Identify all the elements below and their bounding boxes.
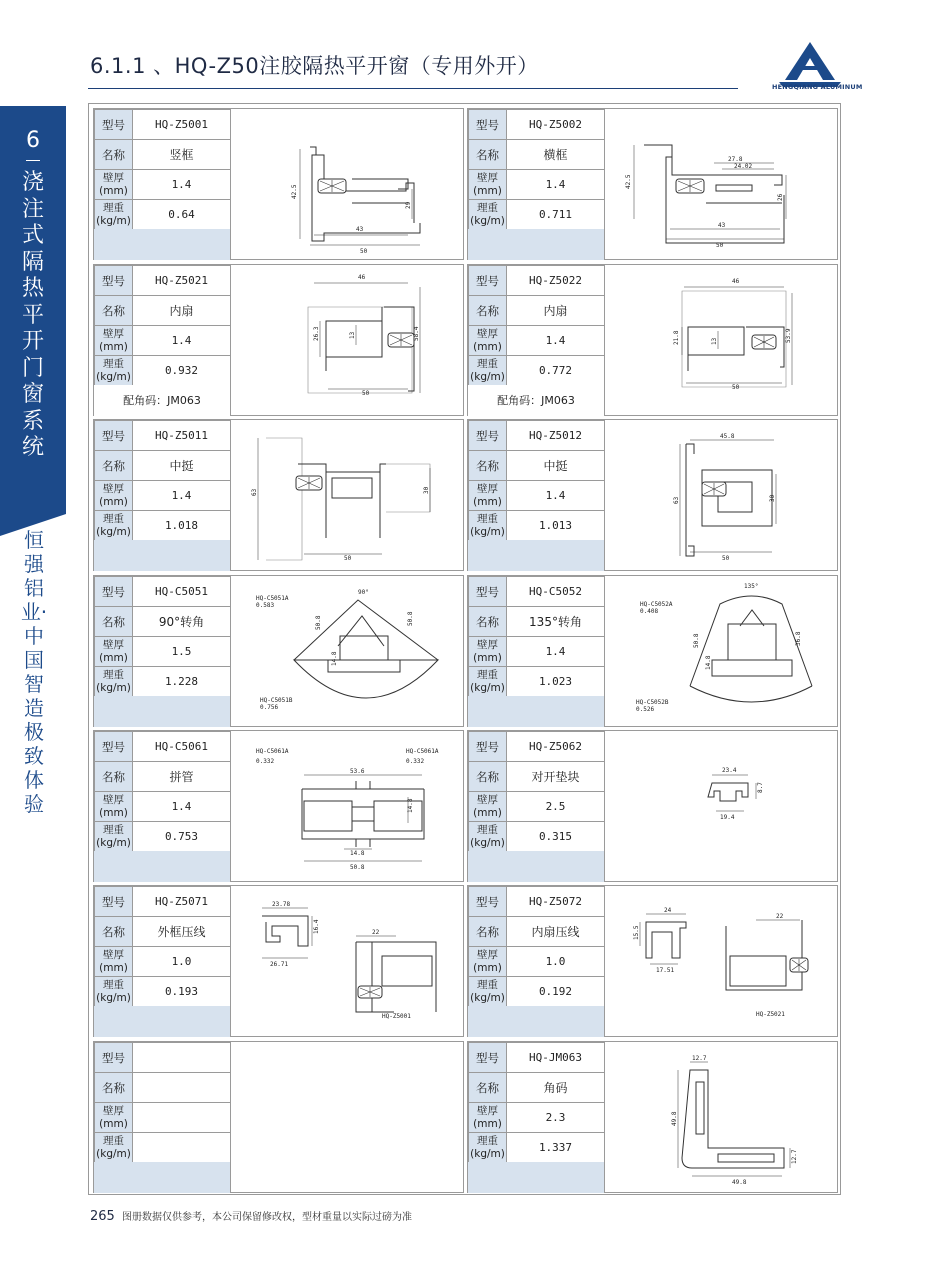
name-value: 角码 bbox=[507, 1073, 605, 1103]
sub-profile-tag: 0.332 bbox=[406, 758, 425, 765]
dimension-label: 63 bbox=[251, 488, 258, 496]
thickness-value: 1.5 bbox=[133, 637, 231, 667]
spec-table bbox=[468, 420, 605, 541]
thickness-value: 1.4 bbox=[133, 170, 231, 200]
chapter-number: 6 bbox=[26, 128, 40, 153]
dimension-label: 27.8 bbox=[728, 156, 743, 163]
model-label: 型号 bbox=[469, 421, 507, 451]
weight-value: 0.932 bbox=[133, 356, 231, 386]
dimension-label: 12.7 bbox=[791, 1149, 798, 1164]
thickness-label: 壁厚(mm) bbox=[469, 326, 507, 356]
dimension-label: 19.4 bbox=[720, 814, 735, 821]
sub-profile-tag: HQ-Z5001 bbox=[382, 1013, 411, 1020]
dimension-label: 36.8 bbox=[795, 631, 802, 646]
weight-label: 理重(kg/m) bbox=[95, 511, 133, 541]
thickness-value: 1.4 bbox=[507, 326, 605, 356]
spec-table bbox=[94, 1042, 231, 1163]
dimension-label: 49.8 bbox=[671, 1111, 678, 1126]
dimension-label: 13 bbox=[711, 337, 718, 345]
weight-value: 1.013 bbox=[507, 511, 605, 541]
thickness-label: 壁厚(mm) bbox=[95, 481, 133, 511]
profile-drawing bbox=[606, 886, 837, 1036]
dimension-label: 58.4 bbox=[413, 326, 420, 341]
weight-label: 理重(kg/m) bbox=[95, 1133, 133, 1163]
profile-card bbox=[467, 419, 838, 571]
model-label: 型号 bbox=[95, 887, 133, 917]
name-label: 名称 bbox=[469, 296, 507, 326]
dimension-label: 50.8 bbox=[350, 864, 365, 871]
name-label: 名称 bbox=[469, 1073, 507, 1103]
name-value: 内扇 bbox=[133, 296, 231, 326]
dimension-label: 46 bbox=[732, 278, 740, 285]
dimension-label: 13 bbox=[349, 331, 356, 339]
accessory-note: 配角码：JM063 bbox=[468, 385, 605, 416]
spec-table bbox=[94, 886, 231, 1007]
weight-label: 理重(kg/m) bbox=[469, 200, 507, 230]
model-label: 型号 bbox=[95, 110, 133, 140]
profile-card bbox=[93, 730, 464, 882]
profile-drawing bbox=[606, 1042, 837, 1192]
weight-value: 1.337 bbox=[507, 1133, 605, 1163]
weight-label: 理重(kg/m) bbox=[469, 356, 507, 386]
accessory-note bbox=[94, 229, 231, 260]
thickness-value: 1.4 bbox=[507, 170, 605, 200]
name-value: 内扇 bbox=[507, 296, 605, 326]
dimension-label: 22 bbox=[776, 913, 784, 920]
dimension-label: 46 bbox=[358, 274, 366, 281]
sub-profile-tag: HQ-C5061A bbox=[406, 748, 439, 755]
weight-value: 0.772 bbox=[507, 356, 605, 386]
profile-card bbox=[93, 1041, 464, 1193]
name-value: 横框 bbox=[507, 140, 605, 170]
thickness-label: 壁厚(mm) bbox=[469, 1103, 507, 1133]
accessory-note: 配角码：JM063 bbox=[94, 385, 231, 416]
name-label: 名称 bbox=[95, 296, 133, 326]
dimension-label: 42.5 bbox=[291, 184, 298, 199]
spec-table bbox=[94, 420, 231, 541]
weight-label: 理重(kg/m) bbox=[469, 511, 507, 541]
profile-drawing bbox=[232, 109, 463, 259]
weight-value: 0.753 bbox=[133, 822, 231, 852]
dimension-label: 53.6 bbox=[350, 768, 365, 775]
name-label: 名称 bbox=[95, 607, 133, 637]
dimension-label: 50.8 bbox=[693, 633, 700, 648]
name-value: 中挺 bbox=[507, 451, 605, 481]
accessory-note bbox=[94, 540, 231, 571]
profile-drawing bbox=[606, 731, 837, 881]
page-number: 265 bbox=[90, 1209, 115, 1224]
dimension-label: 45.8 bbox=[720, 433, 735, 440]
model-value: HQ-Z5072 bbox=[507, 887, 605, 917]
name-value: 中挺 bbox=[133, 451, 231, 481]
dimension-label: 8.7 bbox=[757, 782, 764, 793]
thickness-value: 1.4 bbox=[133, 326, 231, 356]
name-value bbox=[133, 1073, 231, 1103]
profile-card bbox=[467, 264, 838, 416]
dimension-label: 24 bbox=[664, 907, 672, 914]
accessory-note bbox=[94, 1006, 231, 1037]
sub-profile-tag: HQ-C5052B bbox=[636, 699, 669, 706]
weight-label: 理重(kg/m) bbox=[469, 1133, 507, 1163]
accessory-note bbox=[94, 1162, 231, 1193]
profile-card bbox=[93, 108, 464, 260]
sub-profile-tag: HQ-C5051B bbox=[260, 697, 293, 704]
dimension-label: 15.5 bbox=[633, 925, 640, 940]
profile-drawing bbox=[232, 576, 463, 726]
spec-table bbox=[94, 731, 231, 852]
thickness-value: 1.4 bbox=[507, 481, 605, 511]
model-label: 型号 bbox=[95, 732, 133, 762]
dimension-label: 30 bbox=[423, 486, 430, 494]
name-label: 名称 bbox=[95, 917, 133, 947]
dimension-label: 50.8 bbox=[315, 615, 322, 630]
model-value: HQ-Z5001 bbox=[133, 110, 231, 140]
thickness-value: 1.0 bbox=[133, 947, 231, 977]
name-label: 名称 bbox=[469, 607, 507, 637]
weight-label: 理重(kg/m) bbox=[95, 822, 133, 852]
thickness-value: 2.5 bbox=[507, 792, 605, 822]
model-value: HQ-Z5002 bbox=[507, 110, 605, 140]
spec-table bbox=[468, 1042, 605, 1163]
accessory-note bbox=[468, 696, 605, 727]
weight-value: 0.315 bbox=[507, 822, 605, 852]
profile-drawing bbox=[232, 1042, 463, 1192]
thickness-label: 壁厚(mm) bbox=[95, 326, 133, 356]
model-value: HQ-Z5071 bbox=[133, 887, 231, 917]
profile-card bbox=[467, 575, 838, 727]
spec-table bbox=[468, 886, 605, 1007]
model-value: HQ-C5061 bbox=[133, 732, 231, 762]
thickness-value bbox=[133, 1103, 231, 1133]
name-label: 名称 bbox=[469, 762, 507, 792]
dimension-label: 29 bbox=[405, 201, 412, 209]
chapter-number-rule bbox=[26, 160, 40, 161]
weight-label: 理重(kg/m) bbox=[95, 977, 133, 1007]
dimension-label: 50 bbox=[344, 555, 352, 562]
model-label: 型号 bbox=[95, 577, 133, 607]
model-label: 型号 bbox=[95, 421, 133, 451]
thickness-label: 壁厚(mm) bbox=[95, 792, 133, 822]
profile-drawing bbox=[606, 265, 837, 415]
dimension-label: 90° bbox=[358, 589, 369, 596]
thickness-label: 壁厚(mm) bbox=[469, 947, 507, 977]
thickness-label: 壁厚(mm) bbox=[469, 481, 507, 511]
weight-value: 0.193 bbox=[133, 977, 231, 1007]
thickness-label: 壁厚(mm) bbox=[95, 1103, 133, 1133]
profile-drawing bbox=[232, 265, 463, 415]
accessory-note bbox=[468, 229, 605, 260]
spec-table bbox=[468, 576, 605, 697]
model-value: HQ-C5051 bbox=[133, 577, 231, 607]
sub-profile-tag: 0.526 bbox=[636, 706, 655, 713]
weight-value: 1.023 bbox=[507, 667, 605, 697]
logo-text: HENGQIANG ALUMINUM bbox=[772, 83, 863, 91]
name-value: 135°转角 bbox=[507, 607, 605, 637]
dimension-label: 26 bbox=[777, 193, 784, 201]
dimension-label: 21.8 bbox=[673, 330, 680, 345]
weight-label: 理重(kg/m) bbox=[469, 977, 507, 1007]
thickness-label: 壁厚(mm) bbox=[469, 170, 507, 200]
weight-value: 0.192 bbox=[507, 977, 605, 1007]
name-value: 外框压线 bbox=[133, 917, 231, 947]
name-label: 名称 bbox=[469, 451, 507, 481]
spec-table bbox=[94, 576, 231, 697]
profile-drawing bbox=[232, 731, 463, 881]
dimension-label: 63 bbox=[673, 496, 680, 504]
thickness-value: 1.0 bbox=[507, 947, 605, 977]
dimension-label: 12.7 bbox=[692, 1055, 707, 1062]
dimension-label: 53.9 bbox=[785, 328, 792, 343]
profile-drawing bbox=[606, 576, 837, 726]
accessory-note bbox=[94, 851, 231, 882]
model-label: 型号 bbox=[95, 1043, 133, 1073]
profile-drawing bbox=[606, 109, 837, 259]
thickness-label: 壁厚(mm) bbox=[95, 170, 133, 200]
name-label: 名称 bbox=[95, 1073, 133, 1103]
dimension-label: 50 bbox=[722, 555, 730, 562]
model-value: HQ-Z5021 bbox=[133, 266, 231, 296]
footer-disclaimer: 图册数据仅供参考，本公司保留修改权，型材重量以实际过磅为准 bbox=[122, 1212, 413, 1223]
spec-table bbox=[94, 265, 231, 386]
sub-profile-tag: 0.756 bbox=[260, 704, 279, 711]
dimension-label: 50 bbox=[716, 242, 724, 249]
profile-card bbox=[467, 730, 838, 882]
profile-card bbox=[93, 885, 464, 1037]
model-label: 型号 bbox=[469, 577, 507, 607]
dimension-label: 14.8 bbox=[331, 651, 338, 666]
name-label: 名称 bbox=[469, 917, 507, 947]
accessory-note bbox=[468, 851, 605, 882]
dimension-label: 23.4 bbox=[722, 767, 737, 774]
model-label: 型号 bbox=[469, 887, 507, 917]
model-value: HQ-Z5022 bbox=[507, 266, 605, 296]
name-label: 名称 bbox=[95, 762, 133, 792]
dimension-label: 17.51 bbox=[656, 967, 675, 974]
model-value: HQ-C5052 bbox=[507, 577, 605, 607]
model-label: 型号 bbox=[95, 266, 133, 296]
model-value: HQ-JM063 bbox=[507, 1043, 605, 1073]
title-divider bbox=[88, 88, 738, 89]
thickness-value: 1.4 bbox=[133, 481, 231, 511]
dimension-label: 43 bbox=[356, 226, 364, 233]
sub-profile-tag: HQ-C5052A bbox=[640, 601, 673, 608]
accessory-note bbox=[468, 1006, 605, 1037]
model-label: 型号 bbox=[469, 266, 507, 296]
page-title: 6.1.1 、HQ-Z50注胶隔热平开窗（专用外开） bbox=[90, 54, 539, 78]
spec-table bbox=[468, 265, 605, 386]
name-label: 名称 bbox=[469, 140, 507, 170]
name-value: 90°转角 bbox=[133, 607, 231, 637]
profile-card bbox=[93, 264, 464, 416]
model-value bbox=[133, 1043, 231, 1073]
thickness-value: 1.4 bbox=[507, 637, 605, 667]
profile-card bbox=[93, 575, 464, 727]
accessory-note bbox=[468, 540, 605, 571]
dimension-label: 26.71 bbox=[270, 961, 289, 968]
profile-card bbox=[467, 1041, 838, 1193]
thickness-label: 壁厚(mm) bbox=[95, 947, 133, 977]
spec-table bbox=[468, 731, 605, 852]
page-footer bbox=[90, 1208, 412, 1224]
accessory-note bbox=[468, 1162, 605, 1193]
dimension-label: 14.8 bbox=[350, 850, 365, 857]
weight-value: 0.711 bbox=[507, 200, 605, 230]
model-value: HQ-Z5011 bbox=[133, 421, 231, 451]
dimension-label: 23.78 bbox=[272, 901, 291, 908]
dimension-label: 49.8 bbox=[732, 1179, 747, 1186]
name-label: 名称 bbox=[95, 451, 133, 481]
weight-label: 理重(kg/m) bbox=[95, 200, 133, 230]
thickness-label: 壁厚(mm) bbox=[95, 637, 133, 667]
weight-label: 理重(kg/m) bbox=[95, 356, 133, 386]
dimension-label: 43 bbox=[718, 222, 726, 229]
profile-card bbox=[467, 108, 838, 260]
dimension-label: 22 bbox=[372, 929, 380, 936]
dimension-label: 42.5 bbox=[625, 174, 632, 189]
dimension-label: 30 bbox=[769, 494, 776, 502]
profile-drawing bbox=[232, 420, 463, 570]
dimension-label: 14.8 bbox=[407, 798, 414, 813]
dimension-label: 50 bbox=[732, 384, 740, 391]
dimension-label: 14.8 bbox=[705, 655, 712, 670]
model-label: 型号 bbox=[469, 1043, 507, 1073]
sub-profile-tag: 0.332 bbox=[256, 758, 275, 765]
weight-value: 1.228 bbox=[133, 667, 231, 697]
model-label: 型号 bbox=[469, 732, 507, 762]
sub-profile-tag: HQ-C5051A bbox=[256, 595, 289, 602]
spec-table bbox=[468, 109, 605, 230]
weight-value bbox=[133, 1133, 231, 1163]
profile-drawing bbox=[606, 420, 837, 570]
sub-profile-tag: HQ-Z5021 bbox=[756, 1011, 785, 1018]
name-value: 对开垫块 bbox=[507, 762, 605, 792]
weight-value: 0.64 bbox=[133, 200, 231, 230]
name-label: 名称 bbox=[95, 140, 133, 170]
chapter-title: 浇注式隔热平开门窗系统 bbox=[21, 170, 44, 460]
thickness-label: 壁厚(mm) bbox=[469, 637, 507, 667]
weight-label: 理重(kg/m) bbox=[469, 667, 507, 697]
dimension-label: 24.02 bbox=[734, 163, 753, 170]
name-value: 竖框 bbox=[133, 140, 231, 170]
thickness-value: 1.4 bbox=[133, 792, 231, 822]
brand-slogan: 恒强铝业·中国智造 极致体验 bbox=[20, 528, 48, 816]
thickness-label: 壁厚(mm) bbox=[469, 792, 507, 822]
dimension-label: 135° bbox=[744, 583, 759, 590]
profile-card bbox=[93, 419, 464, 571]
model-value: HQ-Z5012 bbox=[507, 421, 605, 451]
sub-profile-tag: 0.408 bbox=[640, 608, 659, 615]
weight-value: 1.018 bbox=[133, 511, 231, 541]
sub-profile-tag: HQ-C5061A bbox=[256, 748, 289, 755]
thickness-value: 2.3 bbox=[507, 1103, 605, 1133]
dimension-label: 26.3 bbox=[313, 326, 320, 341]
sub-profile-tag: 0.583 bbox=[256, 602, 275, 609]
dimension-label: 50 bbox=[362, 390, 370, 397]
dimension-label: 50.8 bbox=[407, 611, 414, 626]
weight-label: 理重(kg/m) bbox=[469, 822, 507, 852]
name-value: 内扇压线 bbox=[507, 917, 605, 947]
dimension-label: 16.4 bbox=[313, 919, 320, 934]
spec-table bbox=[94, 109, 231, 230]
accessory-note bbox=[94, 696, 231, 727]
profile-card bbox=[467, 885, 838, 1037]
model-label: 型号 bbox=[469, 110, 507, 140]
profile-drawing bbox=[232, 886, 463, 1036]
weight-label: 理重(kg/m) bbox=[95, 667, 133, 697]
model-value: HQ-Z5062 bbox=[507, 732, 605, 762]
profile-catalog-grid bbox=[88, 103, 841, 1195]
name-value: 拼管 bbox=[133, 762, 231, 792]
dimension-label: 50 bbox=[360, 248, 368, 255]
